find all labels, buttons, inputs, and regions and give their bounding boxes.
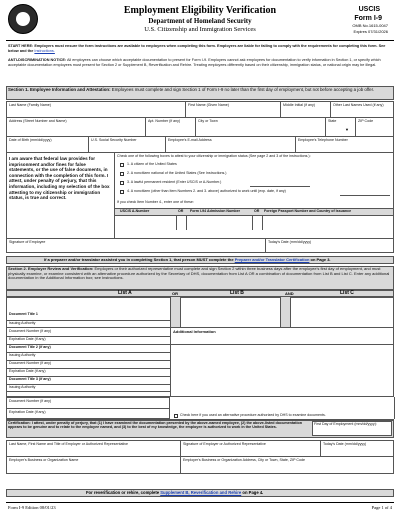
supplement-b-link[interactable]: Supplement B, Reverification and Rehire — [160, 490, 242, 495]
form-agency: USCIS — [358, 6, 380, 13]
reverification-notice: For reverification or rehire, complete Supplement B, Reverification and Rehire on Page 4. — [86, 490, 264, 495]
agency-name: U.S. Citizenship and Immigration Services — [144, 26, 256, 33]
dob-field[interactable]: Date of Birth (mm/dd/yyyy) — [9, 138, 52, 142]
ssn-field[interactable]: U.S. Social Security Number — [91, 138, 137, 142]
issuing-authority-1[interactable]: Issuing Authority — [9, 321, 36, 325]
preparer-notice: If a preparer and/or translator assisted you in completing Section 1, that person MUST complete the Preparer and/or Translator Certification on Page 3. — [44, 257, 331, 262]
doc-number-2[interactable]: Document Number (if any) — [9, 361, 52, 365]
instructions-link[interactable]: Instructions. — [34, 48, 55, 53]
certification-text: Certification: I attest, under penalty of perjury, that (1) I have examined the documentation presented by the above-named employee, (2) the above-listed documentation appears to be genuine and to relate to the employee named, and (3) to the best of my knowledge, the employee is authorized to work in the United States. — [8, 421, 302, 430]
attestation-text: I am aware that federal law provides for imprisonment and/or fines for false statements, or the use of false documents, in connection with the completion of this form. I attest, under penalty of perjury, that this information, including my selection of the box attesting to my citizenship or immigration status, is true and correct. — [9, 156, 110, 201]
doc-number-1[interactable]: Document Number (if any) — [9, 329, 52, 333]
employee-date-field[interactable]: Today's Date (mm/dd/yyyy) — [268, 240, 312, 244]
department-name: Department of Homeland Security — [148, 17, 252, 25]
form-number: Form I-9 — [354, 15, 382, 22]
zip-code-field[interactable]: ZIP Code — [358, 119, 374, 123]
first-name-field[interactable]: First Name (Given Name) — [188, 103, 229, 107]
doc-title-2-label: Document Title 2 (if any) — [9, 345, 51, 349]
doc-title-1-label: Document Title 1 — [9, 312, 38, 316]
alternative-procedure-label: Check here if you used an alternative procedure authorized by DHS to examine documents. — [180, 413, 326, 417]
page-number: Page 1 of 4 — [371, 505, 392, 510]
preparer-certification-link[interactable]: Preparer and/or Translator Certification — [234, 257, 310, 262]
list-a-header: List A — [118, 290, 132, 296]
section2-heading: Section 2. Employer Review and Verification: Employers or their authorized representative must complete and sign Section 2 within three business days after the employee's first day of employment, and must physically examine, or examine consistent with an alternative procedure authorized by the Secretary of DHS, documentation from List A OR a combination of documentation from List B and List C. Enter any additional documentation in the Additional Information box; see Instructions. — [8, 266, 390, 281]
check-one-instructions: Check one of the following boxes to attest to your citizenship or immigration status (See page 2 and 3 of the instructions.): — [117, 154, 311, 158]
business-name-field[interactable]: Employer's Business or Organization Name — [9, 458, 79, 462]
option-4-label: 4. A noncitizen (other than Item Numbers 2. and 3. above) authorized to work until (exp. date, if any) — [127, 189, 286, 193]
employer-signature-field[interactable]: Signature of Employer or Authorized Representative — [183, 442, 266, 446]
citizen-checkbox[interactable] — [120, 163, 124, 167]
option-3-label: 3. A lawful permanent resident (Enter USCIS or A-Number.) — [127, 180, 222, 184]
expiration-3[interactable]: Expiration Date (if any) — [9, 410, 46, 414]
and-header: AND — [285, 291, 294, 296]
list-c-header: List C — [340, 290, 354, 296]
passport-field[interactable]: Foreign Passport Number and Country of Issuance — [264, 209, 352, 213]
start-here-notice: START HERE: Employers must ensure the form instructions are available to employees when completing this form. Employers are liable for failing to comply with the requirements for completing this form. See below and the Instructions. — [8, 44, 386, 53]
expiration-date: Expires 07/31/2026 — [353, 29, 388, 34]
option-2-label: 2. A noncitizen national of the United States (See Instructions.) — [127, 171, 227, 175]
section1-heading: Section 1. Employee Information and Attestation: Employees must complete and sign Section 1 of Form I-9 no later than the first day of employment, but not before accepting a job offer. — [8, 87, 375, 92]
alternative-procedure-checkbox[interactable] — [174, 414, 178, 418]
additional-info-label: Additional Information — [173, 329, 216, 334]
doc-title-3-label: Document Title 3 (if any) — [9, 377, 51, 381]
middle-initial-field[interactable]: Middle Initial (if any) — [283, 103, 315, 107]
issuing-authority-2[interactable]: Issuing Authority — [9, 353, 36, 357]
employer-date-field[interactable]: Today's Date (mm/dd/yyyy) — [323, 442, 367, 446]
email-field[interactable]: Employee's E-mail Address — [168, 138, 212, 142]
permanent-resident-checkbox[interactable] — [120, 181, 124, 185]
expiration-2[interactable]: Expiration Date (if any) — [9, 369, 46, 373]
state-field[interactable]: State — [328, 119, 337, 123]
doc-number-3[interactable]: Document Number (if any) — [9, 399, 52, 403]
or-label-2: OR — [254, 209, 260, 213]
noncitizen-national-checkbox[interactable] — [120, 172, 124, 176]
first-day-field[interactable]: First Day of Employment (mm/dd/yyyy): — [314, 422, 377, 426]
list-b-header: List B — [230, 290, 244, 296]
last-name-field[interactable]: Last Name (Family Name) — [9, 103, 51, 107]
address-field[interactable]: Address (Street Number and Name) — [9, 119, 67, 123]
option-1-label: 1. A citizen of the United States — [127, 162, 177, 166]
noncitizen-authorized-checkbox[interactable] — [120, 190, 124, 194]
anti-discrimination-notice: ANTI-DISCRIMINATION NOTICE: All employees can choose which acceptable documentation to present for Form I-9. Employers cannot ask employees for documentation to verify information in Section 1, or specify which acceptable documentation employees must present for Section 2 or Supplement B, Reverification and Rehire. Treating employees differently based on their citizenship, immigration status, or national origin may be illegal. — [8, 58, 381, 67]
employee-signature-field[interactable]: Signature of Employee — [9, 240, 46, 244]
item4-instructions: If you check Item Number 4., enter one of these: — [117, 200, 194, 204]
other-last-names-field[interactable]: Other Last Names Used (if any) — [333, 103, 384, 107]
phone-field[interactable]: Employee's Telephone Number — [298, 138, 348, 142]
city-field[interactable]: City or Town — [198, 119, 218, 123]
apt-number-field[interactable]: Apt. Number (if any) — [148, 119, 181, 123]
or-header: OR — [172, 291, 178, 296]
expiration-1[interactable]: Expiration Date (if any) — [9, 337, 46, 341]
uscis-a-number-field[interactable]: USCIS A-Number — [120, 209, 150, 213]
form-edition: Form I-9 Edition 08/01/23 — [8, 505, 56, 510]
i94-number-field[interactable]: Form I-94 Admission Number — [190, 209, 240, 213]
form-title: Employment Eligibility Verification — [123, 5, 277, 16]
business-address-field[interactable]: Employer's Business or Organization Address, City or Town, State, ZIP Code — [183, 458, 305, 462]
employer-name-field[interactable]: Last Name, First Name and Title of Employer or Authorized Representative — [9, 442, 129, 446]
state-dropdown-icon[interactable]: ▼ — [345, 127, 349, 132]
omb-number: OMB No.1615-0047 — [352, 23, 388, 28]
or-label-1: OR — [178, 209, 184, 213]
issuing-authority-3[interactable]: Issuing Authority — [9, 385, 36, 389]
